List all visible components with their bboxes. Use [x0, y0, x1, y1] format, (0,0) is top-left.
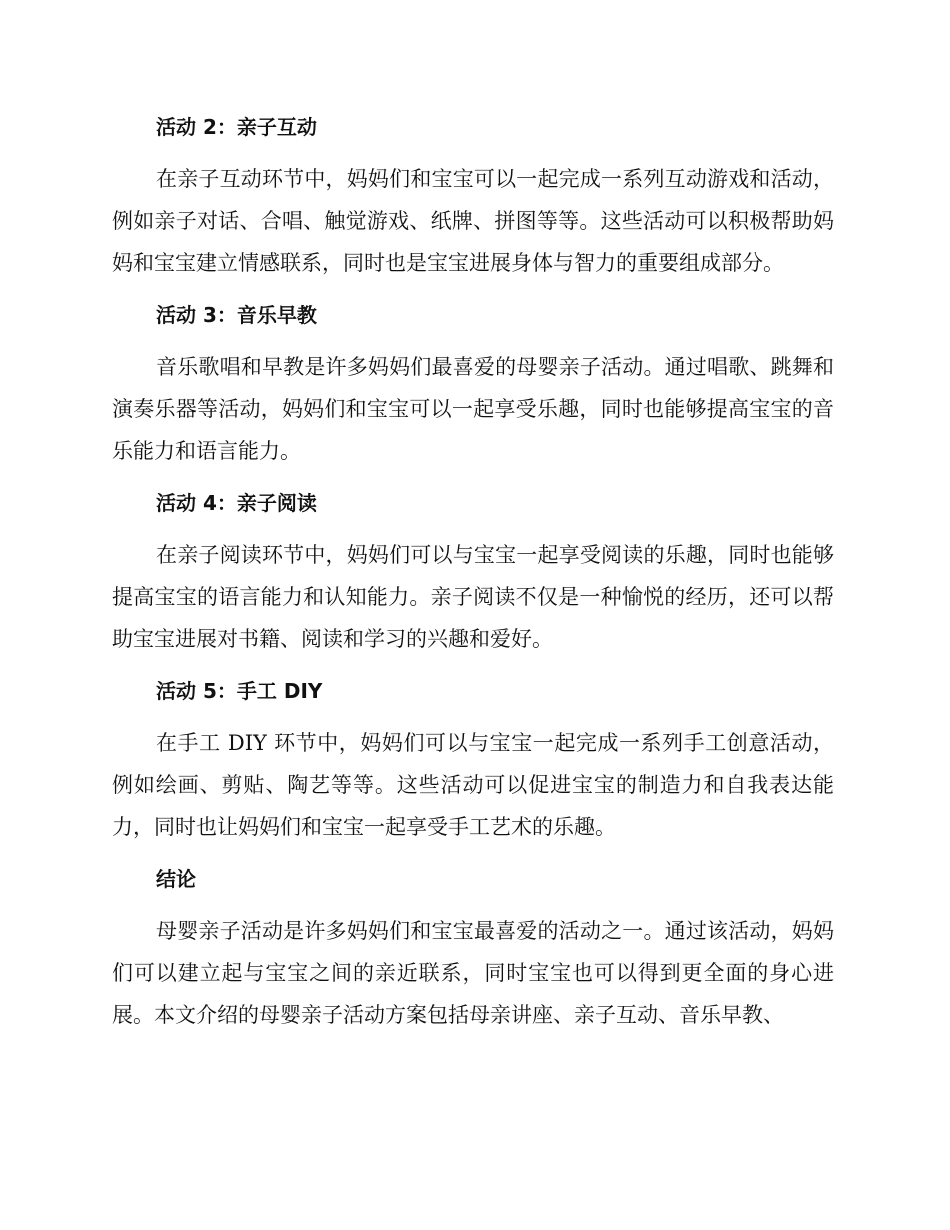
- section-activity-2: [112, 106, 834, 284]
- section-paragraph: 母婴亲子活动是许多妈妈们和宝宝最喜爱的活动之一。通过该活动，妈妈们可以建立起与宝宝之间的亲近联系，同时宝宝也可以得到更全面的身心进展。本文介绍的母婴亲子活动方案包括母亲讲座、亲子互动、音乐早教、: [112, 919, 834, 1027]
- section-heading: 活动 3：音乐早教: [156, 303, 317, 327]
- section-heading: 活动 4：亲子阅读: [156, 491, 317, 515]
- section-activity-4: [112, 482, 834, 660]
- section-heading: 活动 2：亲子互动: [156, 115, 317, 139]
- document-body: [112, 106, 834, 1046]
- section-heading: 活动 5：手工 DIY: [156, 679, 323, 703]
- section-paragraph: 音乐歌唱和早教是许多妈妈们最喜爱的母婴亲子活动。通过唱歌、跳舞和演奏乐器等活动，妈妈们和宝宝可以一起享受乐趣，同时也能够提高宝宝的音乐能力和语言能力。: [112, 355, 834, 463]
- section-paragraph: 在手工 DIY 环节中，妈妈们可以与宝宝一起完成一系列手工创意活动，例如绘画、剪贴、陶艺等等。这些活动可以促进宝宝的制造力和自我表达能力，同时也让妈妈们和宝宝一起享受手工艺术的乐趣。: [112, 731, 834, 839]
- section-paragraph: 在亲子互动环节中，妈妈们和宝宝可以一起完成一系列互动游戏和活动，例如亲子对话、合唱、触觉游戏、纸牌、拼图等等。这些活动可以积极帮助妈妈和宝宝建立情感联系，同时也是宝宝进展身体与智力的重要组成部分。: [112, 167, 834, 275]
- section-heading: 结论: [156, 867, 196, 891]
- section-activity-5: [112, 670, 834, 848]
- section-activity-3: [112, 294, 834, 472]
- section-paragraph: 在亲子阅读环节中，妈妈们可以与宝宝一起享受阅读的乐趣，同时也能够提高宝宝的语言能力和认知能力。亲子阅读不仅是一种愉悦的经历，还可以帮助宝宝进展对书籍、阅读和学习的兴趣和爱好。: [112, 543, 834, 651]
- section-conclusion: [112, 858, 834, 1036]
